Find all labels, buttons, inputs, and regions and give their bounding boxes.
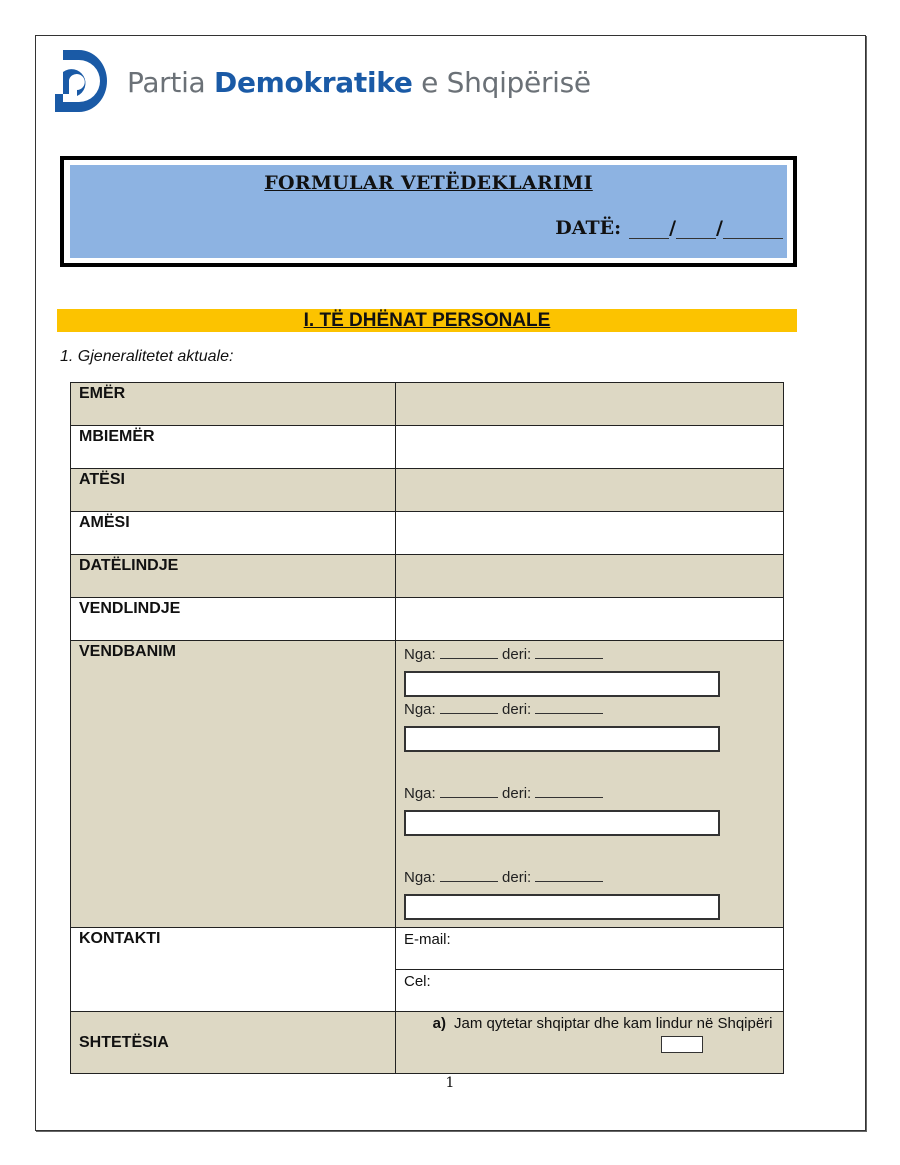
birthplace-field[interactable] [396, 598, 784, 641]
table-row [71, 469, 784, 512]
residence-period [404, 646, 775, 663]
subheading: 1. Gjeneralitetet aktuale: [60, 348, 234, 365]
brand-suffix: e Shqipërisë [421, 66, 591, 99]
table-row [71, 512, 784, 555]
field-label: KONTAKTI [71, 928, 396, 1012]
field-label: DATËLINDJE [71, 555, 396, 598]
to-date-field[interactable] [535, 703, 603, 714]
phone-label: Cel: [404, 973, 431, 990]
to-label: deri: [502, 701, 532, 718]
section-header [57, 309, 797, 332]
field-label: MBIEMËR [71, 426, 396, 469]
to-date-field[interactable] [535, 871, 603, 882]
table-row [71, 383, 784, 426]
personal-data-table [70, 382, 784, 1074]
address-input[interactable] [404, 810, 720, 836]
from-date-field[interactable] [440, 703, 498, 714]
field-label: EMËR [71, 383, 396, 426]
brand-strong: Demokratike [214, 66, 413, 99]
from-date-field[interactable] [440, 787, 498, 798]
from-date-field[interactable] [440, 648, 498, 659]
option-text: Jam qytetar shqiptar dhe kam lindur në Shqipëri [454, 1015, 773, 1032]
from-label: Nga: [404, 785, 436, 802]
residence-period [404, 701, 775, 718]
address-input[interactable] [404, 671, 720, 697]
date-day-field[interactable] [629, 220, 669, 239]
form-title-box [60, 156, 797, 267]
citizenship-option [404, 1015, 775, 1032]
date-separator: / [716, 217, 723, 239]
surname-field[interactable] [396, 426, 784, 469]
birthdate-field[interactable] [396, 555, 784, 598]
pd-logo-icon [55, 50, 109, 112]
to-label: deri: [502, 646, 532, 663]
to-label: deri: [502, 785, 532, 802]
from-label: Nga: [404, 646, 436, 663]
name-field[interactable] [396, 383, 784, 426]
section-title: I. TË DHËNAT PERSONALE [303, 310, 551, 331]
field-label: AMËSI [71, 512, 396, 555]
table-row [71, 598, 784, 641]
page-number: 1 [445, 1075, 455, 1091]
citizenship-cell [396, 1012, 784, 1074]
residence-cell [396, 641, 784, 928]
to-date-field[interactable] [535, 787, 603, 798]
date-year-field[interactable] [723, 220, 783, 239]
address-input[interactable] [404, 894, 720, 920]
date-separator: / [669, 217, 677, 239]
citizenship-checkbox[interactable] [661, 1036, 703, 1053]
mother-name-field[interactable] [396, 512, 784, 555]
date-label: DATË: [555, 217, 622, 239]
table-row [71, 555, 784, 598]
brand-prefix: Partia [127, 66, 206, 99]
field-label: VENDLINDJE [71, 598, 396, 641]
phone-field[interactable] [396, 970, 784, 1012]
table-row [71, 928, 784, 970]
email-label: E-mail: [404, 931, 451, 948]
table-row [71, 1012, 784, 1074]
father-name-field[interactable] [396, 469, 784, 512]
residence-period [404, 785, 775, 802]
date-row [555, 217, 783, 239]
residence-period [404, 869, 775, 886]
form-title-panel [70, 165, 787, 258]
table-row [71, 426, 784, 469]
option-marker: a) [432, 1015, 446, 1032]
party-name [127, 66, 591, 99]
to-label: deri: [502, 869, 532, 886]
from-label: Nga: [404, 869, 436, 886]
to-date-field[interactable] [535, 648, 603, 659]
address-input[interactable] [404, 726, 720, 752]
field-label: ATËSI [71, 469, 396, 512]
field-label: VENDBANIM [71, 641, 396, 928]
from-label: Nga: [404, 701, 436, 718]
email-field[interactable] [396, 928, 784, 970]
date-month-field[interactable] [676, 220, 716, 239]
form-title: FORMULAR VETËDEKLARIMI [264, 172, 593, 194]
field-label: SHTETËSIA [71, 1012, 396, 1074]
from-date-field[interactable] [440, 871, 498, 882]
table-row [71, 641, 784, 928]
